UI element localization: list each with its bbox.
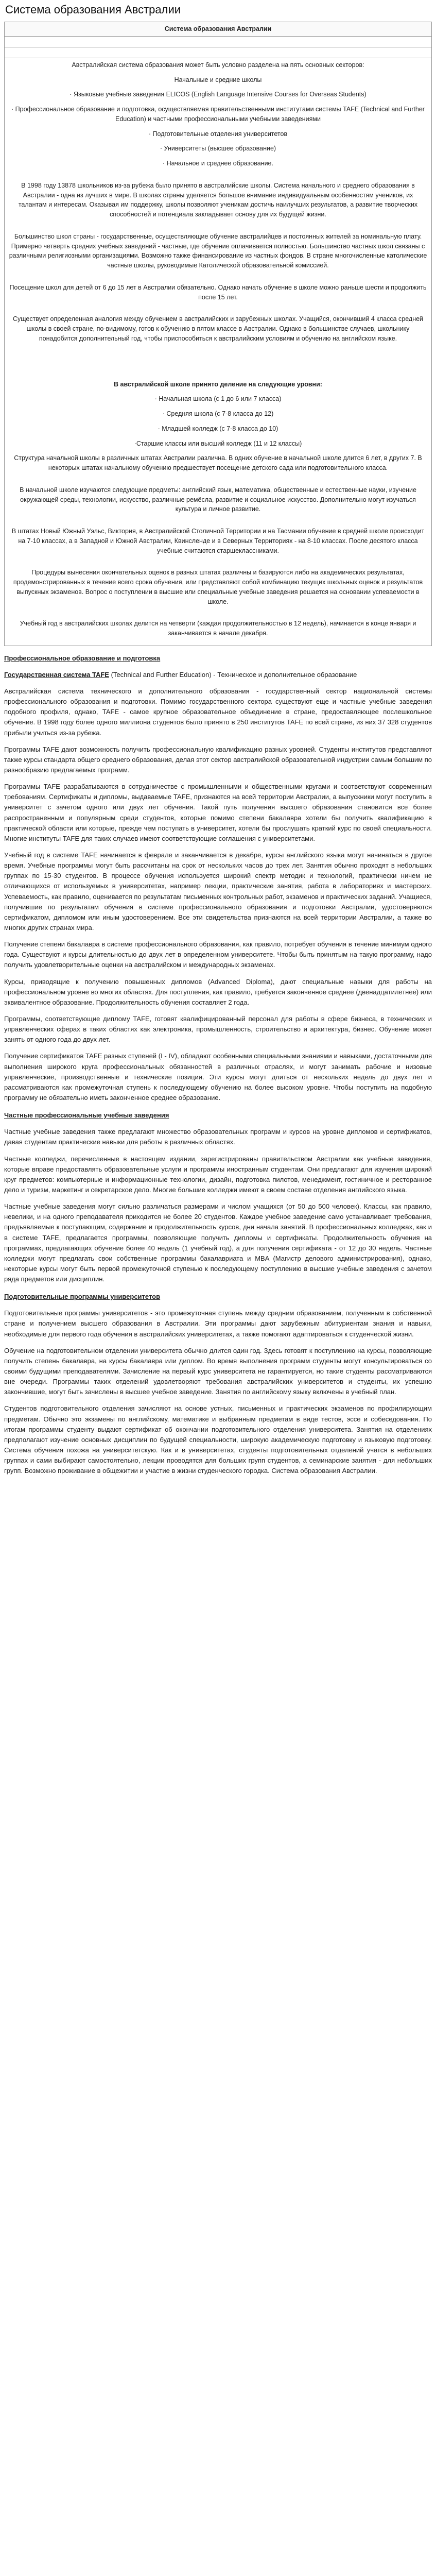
paragraph: Учебный год в системе TAFE начинается в феврале и заканчивается в декабре, курсы английского языка могут начинаться в другое время. Учебные программы могут быть рассчитаны на срок от нескольких часов до трех лет. Занятия обычно проходят в небольших группах по 15-30 студентов. В процессе обучения используется широкий спектр методик и технологий, практически ничем не отличающихся от используемых в университетах, например лекции, практические занятия, работа в лабораториях и мастерских. Успеваемость, как правило, оценивается по результатам письменных контрольных работ, экзаменов и практических заданий. Учащиеся, получившие по результатам обучения в системе профессионального образования и подготовки Австралии, удостоверяются сертификатом, дипломом или иным удостоверением. Все эти свидетельства признаются на всей территории Австралии, а также во многих других странах мира. [4,851,432,931]
sector-item: · Подготовительные отделения университетов [148,130,288,138]
paragraph: Учебный год в австралийских школах делится на четверти (каждая продолжительностью в 12 недель), начинается в конце января и заканчивается в начале декабря. [20,620,416,637]
page-title: Система образования Австралии [5,3,181,16]
sector-item: · Профессиональное образование и подготовка, осуществляемая правительственными институтами системы TAFE (Technical and Further Education) и частными профессиональными учебными заведениями [11,106,425,123]
division-title-text: В австралийской школе принято деление на следующие уровни: [114,380,322,388]
section-title: Частные профессиональные учебные заведения [4,1111,169,1120]
tafe-heading-rest: (Technical and Further Education) - Техническое и дополнительное образование [109,670,357,679]
table-empty-row [5,36,432,47]
sector-item: · Языковые учебные заведения ELICOS (English Language Intensive Courses for Overseas Students) [69,91,367,98]
section-title: Подготовительные программы университетов [4,1293,161,1301]
paragraph: Процедуры вынесения окончательных оценок в разных штатах различны и базируются либо на академических результатах, продемонстрированных в течение всего срока обучения, или представляют собой комбинацию текущих школьных оценок и результатов выпускных экзаменов. Вопрос о поступлении в высшие или специальные учебные заведения решается на основании успеваемости в школе. [13,569,423,605]
paragraph: Австралийская система технического и дополнительного образования - государственный сектор национальной системы профессионального образования и подготовки. Помимо государственного сектора существуют еще и частные учебные заведения подобного профиля, однако, TAFE - самое крупное образовательное объединение в стране, предоставляющее послешкольное обучение. В 1998 году более одного миллиона студентов было принято в 250 институтов TAFE по всей стране, из них 37 328 студентов прибыли учиться из-за рубежа. [4,687,432,737]
paragraph: Программы TAFE разрабатываются в сотрудничестве с промышленными и общественными кругами и соответствуют современным требованиям. Сертификаты и дипломы, выдаваемые TAFE, признаются на всей территории Австралии, а выпускники могут поступить в университет с зачетом одного или двух лет обучения. Такой путь получения высшего образования становится все более распространенным и популярным среди студентов, которые помимо степени бакалавра хотели бы получить квалификацию в практической области или которые, прежде чем поступать в университет, хотели бы прослушать краткий курс по своей специальности. Многие институты TAFE для таких случаев имеют соответствующие соглашения с университетами. [4,783,432,842]
level-item: · Начальная школа (с 1 до 6 или 7 класса) [154,395,282,403]
paragraph: В начальной школе изучаются следующие предметы: английский язык, математика, общественные и естественные науки, изучение окружающей среды, технологии, искусство, различные ремёсла, развитие и социальное искусство. Дополнительно могут изучаться культура и личное развитие. [20,486,416,513]
sector-item: · Университеты (высшее образование) [160,145,276,152]
paragraph: Частные учебные заведения могут сильно различаться размерами и числом учащихся (от 50 до 500 человек). Классы, как правило, невелики, и на одного преподавателя приходится не более 20 студентов. Каждое учебное заведение само устанавливает требования, предъявляемые к поступающим, содержание и продолжительность курсов, дни начала занятий. В профессиональных колледжах, как и в системе TAFE, предлагается программы, позволяющие получить дипломы и сертификаты. Продолжительность обучения на программах, предлагающих обучение более 40 недель (1 учебный год), а для получения сертификата - от 12 до 30 недель. Частные колледжи могут предлагать свои собственные программы бакалавриата и MBA (Магистр делового администрирования), однако, некоторые курсы могут быть первой промежуточной ступенью к последующему поступлению в высшие учебные заведения с зачетом ряда предметов или дисциплин. [4,1202,432,1283]
paragraph: Программы TAFE дают возможность получить профессиональную квалификацию разных уровней. Студенты институтов представляют также курсы стандарта общего среднего образования, делая этот сектор австралийской образовательной индустрии самым большим по разнообразию предлагаемых программ. [4,745,432,774]
paragraph: Частные учебные заведения также предлагают множество образовательных программ и курсов на уровне дипломов и сертификатов, давая студентам практические навыки для работы в различных областях. [4,1128,432,1146]
level-item: · Средняя школа (с 7-8 класса до 12) [162,410,274,417]
paragraph: Студентов подготовительного отделения зачисляют на основе устных, письменных и практических экзаменов по профилирующим предметам. Обычно это экзамены по английскому, математике и выбранным предметам в виде тестов, эссе и собеседования. По итогам программы студенту выдают сертификат об окончании подготовительного отделения университета. Занятия на отделениях предполагают изучение основных дисциплин по будущей специальности, широкую академическую подготовку и языковую подготовку. Система обучения похожа на университетскую. Как и в университетах, студенты подготовительных отделений учатся в небольших группах и сами выбирают самостоятельно, лекции проводятся для больших групп студентов, а семинарские занятия - для небольших групп. Возможно проживание в общежитии и участие в жизни студенческого городка. Система образования Австралии. [4,1404,432,1475]
level-item: · Младшей колледж (с 7-8 класса до 10) [158,425,278,432]
level-item: ·Старшие классы или высший колледж (11 и 12 классы) [134,439,302,447]
section-title: Профессиональное образование и подготовка [4,654,161,662]
intro-text: Австралийская система образования может быть условно разделена на пять основных секторов: [72,61,364,69]
paragraph: В штатах Новый Южный Уэльс, Виктория, в Австралийской Столичной Территории и на Тасмании обучение в средней школе происходит на 7-10 классах, а в Западной и Южной Австралии, Квинсленде и в Северных Территориях - на 8-10 классах. После десятого класса учебные считаются старшеклассниками. [11,528,425,554]
division-title [9,380,427,389]
paragraph: Курсы, приводящие к получению повышенных дипломов (Advanced Diploma), дают специальные навыки для работы на профессиональном уровне во многих областях. Для поступления, как правило, требуется законченное среднее (двенадцатилетнее) или эквивалентное образование. Продолжительность обучения составляет 2 года. [4,977,432,1006]
paragraph: Существует определенная аналогия между обучением в австралийских и зарубежных школах. Учащийся, окончивший 4 класса средней школы в своей стране, по-видимому, готов к обучению в пятом классе в Австралии. Однако в большинстве случаев, школьнику понадобится дополнительный год, чтобы приспособиться к австралийским условиям и обучению на английском языке. [12,315,424,342]
tafe-heading [4,670,432,680]
paragraph: В 1998 году 13878 школьников из-за рубежа было принято в австралийские школы. Система начального и среднего образования в Австралии - одна из лучших в мире. В школах страны уделяется большое внимание индивидуальным особенностям учеников, их талантам и интересам. Оказывая им поддержку, школы позволяют ученикам достичь наилучших результатов, а развитие творческих способностей и потенциала закладывает основу для их будущей жизни. [18,181,418,218]
tafe-heading-bold: Государственная система TAFE [4,670,109,679]
education-info-table [4,22,432,646]
paragraph: Частные колледжи, перечисленные в настоящем издании, зарегистрированы правительством Австралии как учебные заведения, которые вправе предоставлять образовательные услуги и программы иностранным студентам. Они предлагают для изучения широкий круг предметов: компьютерные и информационные технологии, дизайн, подготовка пилотов, менеджмент, гостиничное и ресторанное дело и туризм, маркетинг и секретарское дело. Многие большие колледжи имеют в своем составе отделения английского языка. [4,1155,432,1194]
table-empty-row [5,47,432,58]
article [4,653,432,1477]
paragraph: Обучение на подготовительном отделении университета обычно длится один год. Здесь готовят к поступлению на курсы, позволяющие получить степень бакалавра, на курсы бакалавра или диплом. Во время выполнения программ студенты могут консультироваться со своими будущими преподавателями. Зачисление на первый курс университета не гарантируется, но такие студенты рассматриваются вне очереди. Программы таких отделений удовлетворяют требования австралийских университетов и студенты, их успешно закончившие, могут быть зачислены в высшее учебное заведение. Занятия по английскому языку включены в учебный план. [4,1346,432,1396]
paragraph: Большинство школ страны - государственные, осуществляющие обучение австралийцев и постоянных жителей за номинальную плату. Примерно четверть средних учебных заведений - частные, где обучение оплачивается полностью. Большинство частных школ связаны с различными религиозными организациями. Возможно также финансирование из частных фондов. В стране многочисленные католические частные школы, руководимые Католической образовательной комиссией. [9,232,427,269]
table-header: Система образования Австралии [5,22,432,37]
paragraph: Структура начальной школы в различных штатах Австралии различна. В одних обучение в начальной школе длится 6 лет, в других 7. В некоторых штатах начальному обучению предшествует посещение детского сада или подготовительного класса. [14,454,422,471]
paragraph: Получение сертификатов TAFE разных ступеней (I - IV), обладают особенными специальными знаниями и навыками, достаточными для выполнения широкого круга профессиональных обязанностей в различных отраслях, и могут занимать рабочие и низовые управленческие, производственные и технические позиции. Эти курсы могут длиться от нескольких недель до двух лет и рассматриваются как промежуточная ступень к последующему обучению на более высоком уровне. Чтобы поступить на подобную программу не обязательно иметь законченное среднее образование. [4,1052,432,1101]
table-body-cell [5,58,432,646]
sector-item: · Начальное и среднее образование. [163,160,273,167]
paragraph: Посещение школ для детей от 6 до 15 лет в Австралии обязательно. Однако начать обучение в школе можно раньше шести и продолжить после 15 лет. [9,283,427,301]
paragraph: Получение степени бакалавра в системе профессионального образования, как правило, потребует обучения в течение минимум одного года. Существуют и курсы длительностью до двух лет в определенном университете. Чтобы быть принятым на такую программу, надо получить удовлетворительные оценки на австралийском и международных экзаменах. [4,940,432,969]
paragraph: Подготовительные программы университетов - это промежуточная ступень между средним образованием, полученным в собственной стране и получением высшего образования в Австралии. Эти программы дают зарубежным абитуриентам знания и навыки, необходимые для первого года обучения в австралийских университетах, а также помогают адаптироваться к студенческой жизни. [4,1309,432,1338]
paragraph: Программы, соответствующие диплому TAFE, готовят квалифицированный персонал для работы в сфере бизнеса, в технических и управленческих сферах в таких областях как электроника, промышленность, строительство и архитектура, бизнес. Обучение может занять от одного года до двух лет. [4,1014,432,1044]
sector-item: Начальные и средние школы [174,76,262,83]
